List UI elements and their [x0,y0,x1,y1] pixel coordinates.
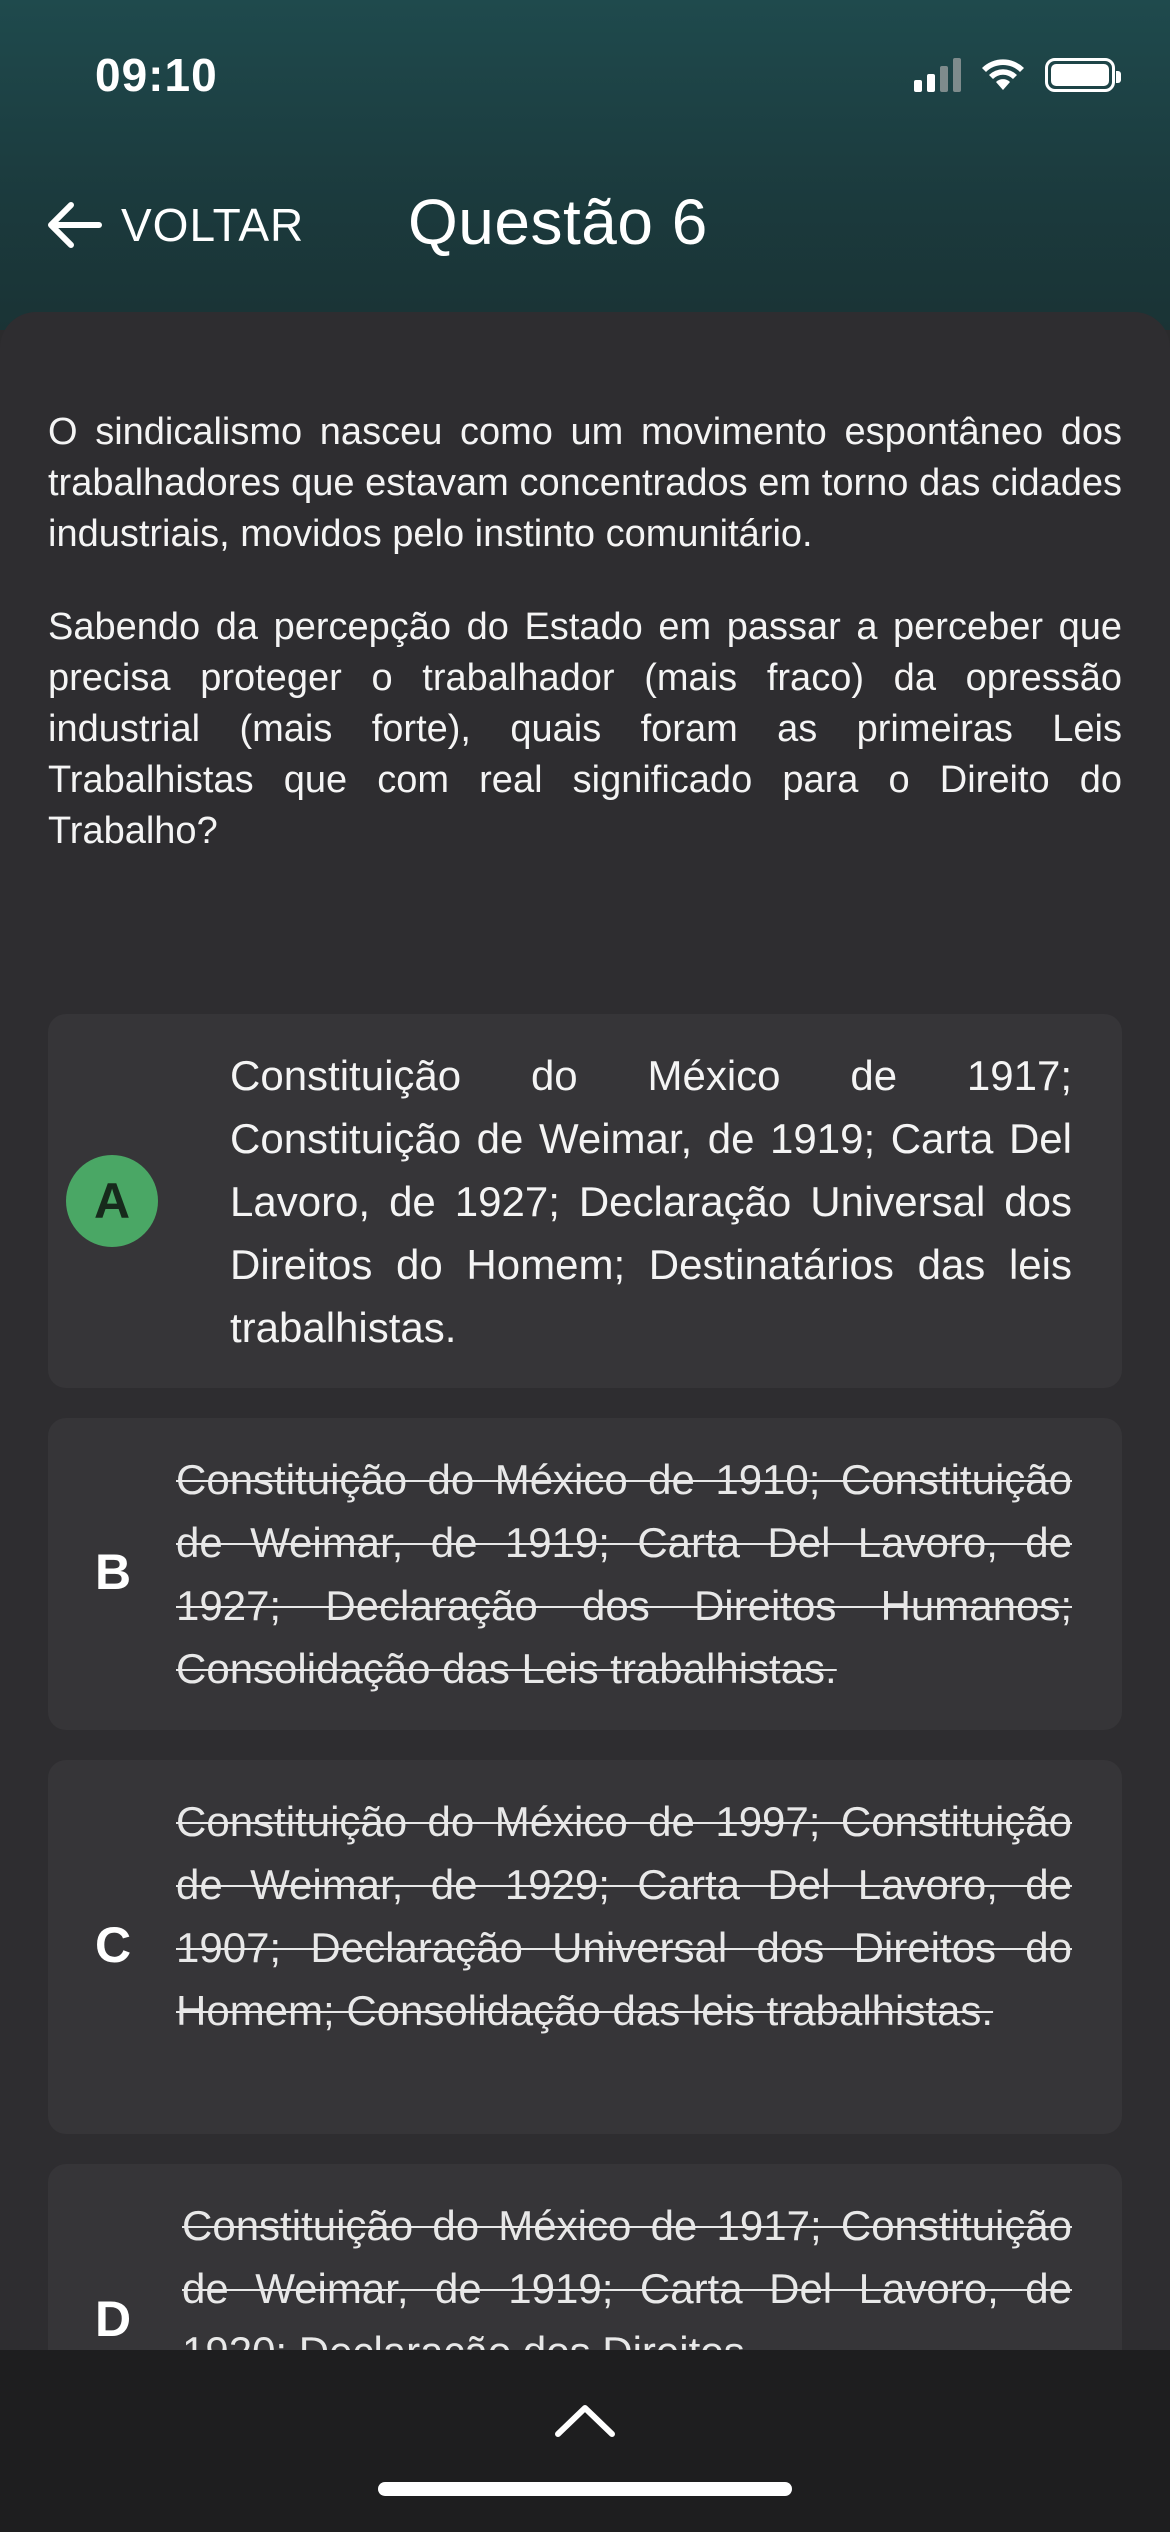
battery-icon [1045,58,1115,92]
question-paragraph-1: O sindicalismo nasceu como um movimento espontâneo dos trabalhadores que estavam concentrados em torno das cidades industriais, movidos pelo instinto comunitário. [48,411,1122,555]
app-header [0,0,1170,330]
status-time: 09:10 [95,49,218,101]
cellular-signal-icon [914,58,961,92]
back-label: VOLTAR [121,199,305,251]
option-a-text: Constituição do México de 1917; Constituição de Weimar, de 1919; Carta Del Lavoro, de 1927; Declaração Universal dos Direitos do Homem; Destinatários das leis trabalhistas. [230,1052,1072,1351]
question-content [0,312,1170,2352]
arrow-left-icon [45,199,103,251]
chevron-up-icon[interactable] [552,2400,618,2440]
home-indicator [378,2482,792,2496]
option-a-letter-badge: A [66,1155,158,1247]
status-icons [914,52,1115,98]
back-button[interactable] [45,190,304,260]
option-b[interactable] [48,1418,1122,1730]
option-b-letter: B [94,1544,132,1600]
page-title: Questão 6 [408,186,708,258]
option-c[interactable] [48,1760,1122,2134]
option-c-letter: C [94,1917,132,1973]
question-text [48,407,1122,899]
option-c-text: Constituição do México de 1997; Constituição de Weimar, de 1929; Carta Del Lavoro, de 1907; Declaração Universal dos Direitos do Homem; Consolidação das leis trabalhistas. [176,1798,1072,2034]
option-a[interactable] [48,1014,1122,1388]
option-d-text: Constituição do México de 1917; Constituição de Weimar, de 1919; Carta Del Lavoro, de [182,2202,1072,2312]
wifi-icon [981,58,1025,92]
option-b-text: Constituição do México de 1910; Constituição de Weimar, de 1919; Carta Del Lavoro, de 1927; Declaração dos Direitos Humanos; Consolidação das Leis trabalhistas. [176,1456,1072,1692]
question-paragraph-2: Sabendo da percepção do Estado em passar a perceber que precisa proteger o trabalhador (mais fraco) da opressão industrial (mais forte), quais foram as primeiras Leis Trabalhistas que com real significado para o Direito do Trabalho? [48,606,1122,852]
bottom-bar [0,2350,1170,2532]
option-d-letter: D [94,2291,132,2347]
